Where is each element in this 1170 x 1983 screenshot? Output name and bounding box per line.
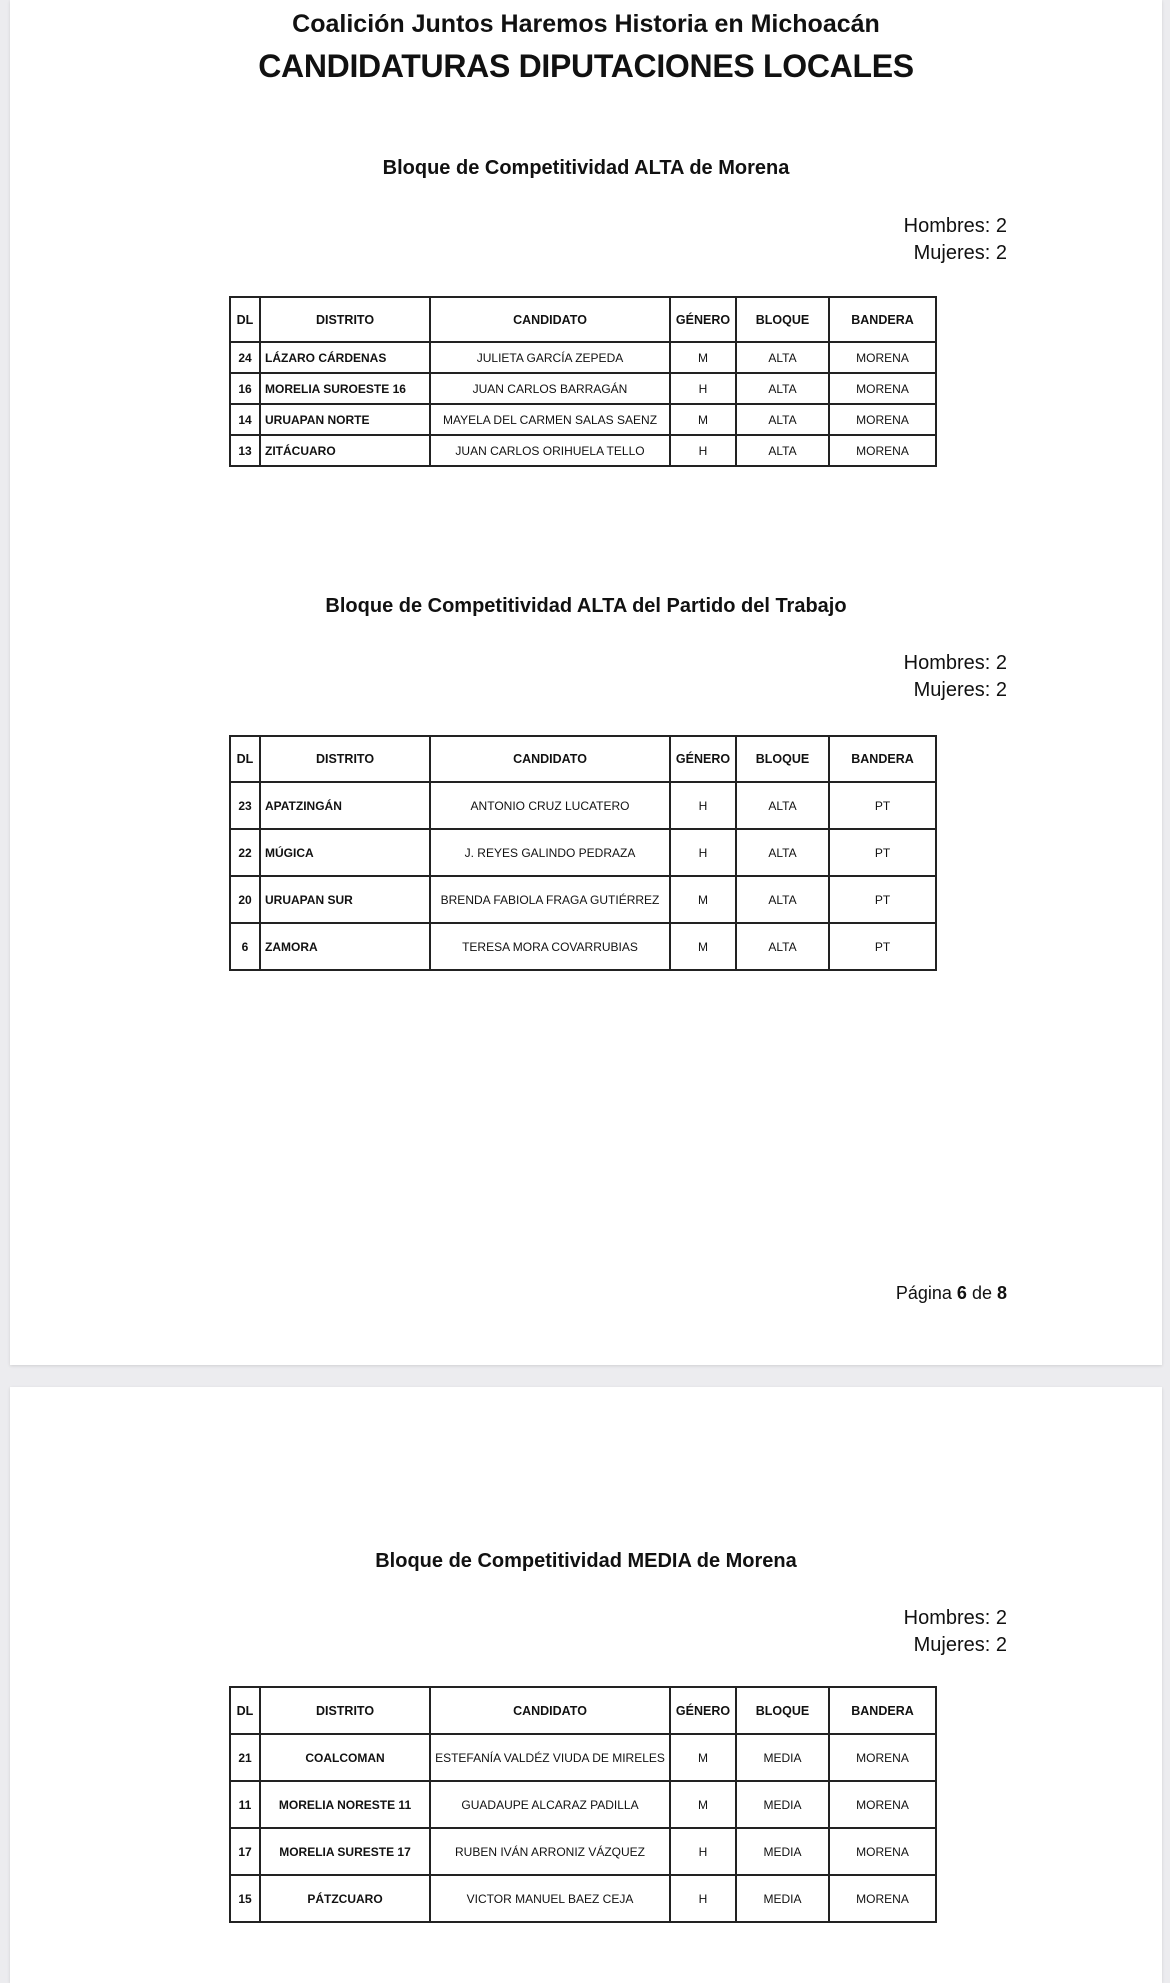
gender-counts <box>904 1605 1007 1659</box>
cell-dl: 20 <box>230 876 260 923</box>
cell-candidato: J. REYES GALINDO PEDRAZA <box>430 829 670 876</box>
cell-distrito: MORELIA NORESTE 11 <box>260 1781 430 1828</box>
header-distrito: DISTRITO <box>260 1687 430 1734</box>
page-total: 8 <box>996 1283 1007 1303</box>
cell-bandera: PT <box>829 829 936 876</box>
cell-dl: 14 <box>230 404 260 435</box>
gender-counts <box>904 650 1007 704</box>
cell-genero: H <box>670 829 736 876</box>
cell-genero: H <box>670 1828 736 1875</box>
cell-dl: 11 <box>230 1781 260 1828</box>
men-count: Hombres: 2 <box>903 215 1007 237</box>
candidates-table <box>229 735 937 971</box>
table-row <box>230 829 936 876</box>
cell-distrito: URUAPAN SUR <box>260 876 430 923</box>
header-bandera: BANDERA <box>829 297 936 342</box>
cell-bandera: MORENA <box>829 435 936 466</box>
cell-bloque: ALTA <box>736 782 829 829</box>
cell-dl: 22 <box>230 829 260 876</box>
cell-distrito: PÁTZCUARO <box>260 1875 430 1922</box>
cell-bandera: MORENA <box>829 342 936 373</box>
table-row <box>230 1828 936 1875</box>
cell-dl: 23 <box>230 782 260 829</box>
candidates-table <box>229 296 937 467</box>
cell-dl: 17 <box>230 1828 260 1875</box>
page-current: 6 <box>956 1283 967 1303</box>
cell-candidato: ANTONIO CRUZ LUCATERO <box>430 782 670 829</box>
cell-distrito: ZAMORA <box>260 923 430 970</box>
cell-candidato: TERESA MORA COVARRUBIAS <box>430 923 670 970</box>
table-row <box>230 876 936 923</box>
header-distrito: DISTRITO <box>260 297 430 342</box>
page-prefix: Página <box>895 1283 952 1303</box>
cell-bloque: ALTA <box>736 923 829 970</box>
cell-bandera: PT <box>829 782 936 829</box>
main-title: CANDIDATURAS DIPUTACIONES LOCALES <box>258 48 914 84</box>
cell-candidato: MAYELA DEL CARMEN SALAS SAENZ <box>430 404 670 435</box>
page-number <box>896 1283 1007 1304</box>
header-genero: GÉNERO <box>670 1687 736 1734</box>
header-bloque: BLOQUE <box>736 297 829 342</box>
cell-candidato: RUBEN IVÁN ARRONIZ VÁZQUEZ <box>430 1828 670 1875</box>
table-row <box>230 782 936 829</box>
cell-bloque: ALTA <box>736 342 829 373</box>
cell-bloque: ALTA <box>736 404 829 435</box>
cell-distrito: COALCOMAN <box>260 1734 430 1781</box>
cell-bloque: ALTA <box>736 373 829 404</box>
cell-genero: H <box>670 435 736 466</box>
cell-genero: H <box>670 782 736 829</box>
table-header-row <box>230 1687 936 1734</box>
cell-candidato: VICTOR MANUEL BAEZ CEJA <box>430 1875 670 1922</box>
header-bandera: BANDERA <box>829 736 936 782</box>
cell-candidato: JULIETA GARCÍA ZEPEDA <box>430 342 670 373</box>
cell-candidato: GUADAUPE ALCARAZ PADILLA <box>430 1781 670 1828</box>
cell-bloque: MEDIA <box>736 1828 829 1875</box>
table-row <box>230 342 936 373</box>
candidates-table <box>229 1686 937 1923</box>
table-row <box>230 1734 936 1781</box>
cell-bandera: MORENA <box>829 1875 936 1922</box>
cell-genero: H <box>670 1875 736 1922</box>
cell-genero: M <box>670 876 736 923</box>
cell-distrito: MORELIA SURESTE 17 <box>260 1828 430 1875</box>
cell-distrito: ZITÁCUARO <box>260 435 430 466</box>
cell-genero: M <box>670 342 736 373</box>
cell-distrito: APATZINGÁN <box>260 782 430 829</box>
cell-dl: 24 <box>230 342 260 373</box>
cell-bandera: PT <box>829 876 936 923</box>
header-genero: GÉNERO <box>670 736 736 782</box>
table-header-row <box>230 736 936 782</box>
table-row <box>230 923 936 970</box>
cell-candidato: BRENDA FABIOLA FRAGA GUTIÉRREZ <box>430 876 670 923</box>
cell-dl: 13 <box>230 435 260 466</box>
table-header-row <box>230 297 936 342</box>
women-count: Mujeres: 2 <box>913 1634 1007 1656</box>
table-row <box>230 1875 936 1922</box>
cell-bloque: MEDIA <box>736 1875 829 1922</box>
header-candidato: CANDIDATO <box>430 736 670 782</box>
cell-distrito: URUAPAN NORTE <box>260 404 430 435</box>
women-count: Mujeres: 2 <box>913 679 1007 701</box>
header-bloque: BLOQUE <box>736 736 829 782</box>
men-count: Hombres: 2 <box>903 1607 1007 1629</box>
cell-candidato: JUAN CARLOS ORIHUELA TELLO <box>430 435 670 466</box>
cell-dl: 21 <box>230 1734 260 1781</box>
cell-dl: 15 <box>230 1875 260 1922</box>
women-count: Mujeres: 2 <box>913 242 1007 264</box>
cell-bloque: MEDIA <box>736 1734 829 1781</box>
cell-genero: M <box>670 1734 736 1781</box>
cell-dl: 16 <box>230 373 260 404</box>
coalition-title: Coalición Juntos Haremos Historia en Michoacán <box>292 10 880 38</box>
cell-bloque: ALTA <box>736 876 829 923</box>
table-row <box>230 435 936 466</box>
cell-distrito: MÚGICA <box>260 829 430 876</box>
cell-bloque: ALTA <box>736 435 829 466</box>
document-page-6 <box>10 0 1162 1365</box>
block-title: Bloque de Competitividad ALTA de Morena <box>382 157 790 179</box>
header-genero: GÉNERO <box>670 297 736 342</box>
block-title: Bloque de Competitividad ALTA del Partido del Trabajo <box>325 595 847 617</box>
cell-bloque: ALTA <box>736 829 829 876</box>
cell-genero: M <box>670 923 736 970</box>
cell-genero: M <box>670 404 736 435</box>
header-candidato: CANDIDATO <box>430 297 670 342</box>
page-sep: de <box>971 1283 992 1303</box>
document-page-7 <box>10 1387 1162 1983</box>
cell-genero: M <box>670 1781 736 1828</box>
block-title: Bloque de Competitividad MEDIA de Morena <box>375 1550 797 1572</box>
cell-bandera: PT <box>829 923 936 970</box>
table-row <box>230 404 936 435</box>
gender-counts <box>904 213 1007 267</box>
cell-distrito: MORELIA SUROESTE 16 <box>260 373 430 404</box>
men-count: Hombres: 2 <box>903 652 1007 674</box>
cell-candidato: ESTEFANÍA VALDÉZ VIUDA DE MIRELES <box>430 1734 670 1781</box>
cell-candidato: JUAN CARLOS BARRAGÁN <box>430 373 670 404</box>
cell-bandera: MORENA <box>829 1734 936 1781</box>
cell-bloque: MEDIA <box>736 1781 829 1828</box>
header-dl: DL <box>230 1687 260 1734</box>
header-distrito: DISTRITO <box>260 736 430 782</box>
cell-bandera: MORENA <box>829 1828 936 1875</box>
table-row <box>230 1781 936 1828</box>
table-row <box>230 373 936 404</box>
cell-bandera: MORENA <box>829 1781 936 1828</box>
header-dl: DL <box>230 297 260 342</box>
cell-dl: 6 <box>230 923 260 970</box>
header-bandera: BANDERA <box>829 1687 936 1734</box>
header-bloque: BLOQUE <box>736 1687 829 1734</box>
cell-bandera: MORENA <box>829 373 936 404</box>
cell-bandera: MORENA <box>829 404 936 435</box>
cell-genero: H <box>670 373 736 404</box>
cell-distrito: LÁZARO CÁRDENAS <box>260 342 430 373</box>
header-candidato: CANDIDATO <box>430 1687 670 1734</box>
header-dl: DL <box>230 736 260 782</box>
